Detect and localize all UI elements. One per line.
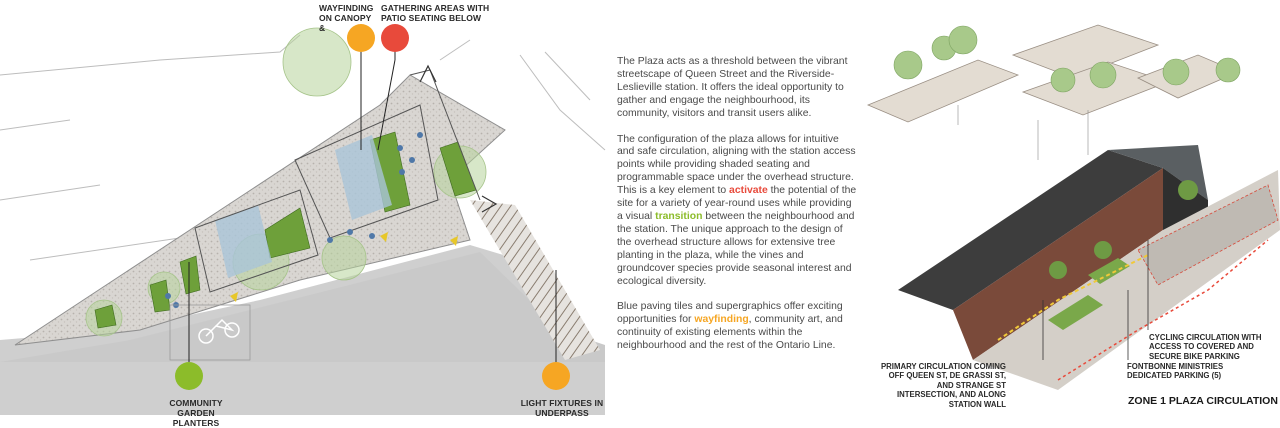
paragraph-paving-part-2: , community art, and continuity of existing elements within the neighbourhood and the rest of the Ontario Line. [617, 314, 843, 352]
paragraph-configuration-part-1: The configuration of the plaza allows for intuitive and safe circulation, aligning with the station access points while providing shaded seating and programmable space under the overhead structure. This is a key element to [617, 133, 856, 197]
callout-gathering-dot [381, 24, 409, 52]
description-text [617, 56, 857, 366]
paragraph-paving [617, 301, 857, 353]
callout-lights-label: LIGHT FIXTURES IN UNDERPASS [520, 398, 604, 418]
highlight-activate: activate [729, 185, 768, 197]
highlight-wayfinding: wayfinding [694, 314, 749, 326]
highlight-transition: transition [655, 210, 703, 222]
paragraph-paving-part-1: Blue paving tiles and supergraphics offer exciting opportunities for [617, 301, 843, 326]
axonometric-panel [858, 0, 1280, 415]
paragraph-configuration [617, 134, 857, 289]
callout-community-label: COMMUNITY GARDEN PLANTERS [169, 398, 223, 428]
callout-wayfinding-dot [347, 24, 375, 52]
paragraph-intro: The Plaza acts as a threshold between the vibrant streetscape of Queen Street and the Riverside-Leslieville station. It offers the ideal opportunity to gather and engage the neighbourhood, its community, visitors and transit users alike. [617, 56, 848, 119]
exploded-leader-lines [958, 105, 1088, 160]
callout-wayfinding-label: WAYFINDING ON CANOPY & [319, 3, 374, 33]
callout-lights-dot [542, 362, 570, 390]
label-cycling-circulation: CYCLING CIRCULATION WITH ACCESS TO COVERED AND SECURE BIKE PARKING [1149, 333, 1262, 361]
paragraph-configuration-part-2: the potential of the site for a variety of year-round uses while providing a visual [617, 185, 857, 222]
paragraph-configuration-part-3: between the neighbourhood and the station. The unique approach to the design of the overhead structure allows for extensive tree planting in the plaza, while the vines and groundcover species provide seasonal interest and ecological diversity. [617, 210, 855, 287]
label-fontbonne-parking: FONTBONNE MINISTRIES DEDICATED PARKING (5) [1127, 362, 1224, 381]
label-primary-circulation: PRIMARY CIRCULATION COMING OFF QUEEN ST, DE GRASSI ST, AND STRANGE ST INTERSECTION, AND ALONG STATION WALL [880, 362, 1006, 409]
callout-community-dot [175, 362, 203, 390]
site-plan-panel [0, 0, 605, 428]
callout-gathering-label: GATHERING AREAS WITH PATIO SEATING BELOW [381, 3, 490, 23]
site-plan-drawing [0, 0, 605, 415]
zone-title: ZONE 1 PLAZA CIRCULATION [1128, 395, 1278, 407]
